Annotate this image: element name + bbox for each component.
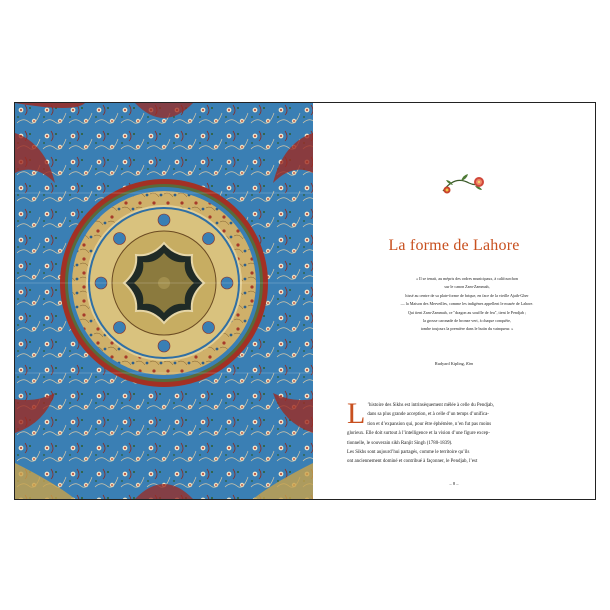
body-line: ’histoire des Sikhs est intrinsèquement mêlée à celle du Pendjab,	[367, 403, 494, 408]
epigraph-line: — la Maison des Merveilles, comme les indigènes appellent le musée de Lahore.	[400, 301, 534, 307]
epigraph-line: « Il se tenait, au mépris des ordres municipaux, à califourchon	[416, 276, 518, 281]
body-line: Les Sikhs sont aujourd’hui partagés, comme le territoire qu’ils	[347, 450, 470, 456]
epigraph-line: hissé au centre de sa plate-forme de brique, en face de la vieille Ajaib-Gher	[405, 292, 529, 298]
drop-cap: L	[347, 397, 366, 430]
epigraph-line: tombe toujours la première dans le butin du vainqueur. »	[420, 326, 514, 332]
body-text	[347, 397, 571, 467]
right-page	[313, 103, 595, 499]
body-line: ont anciennement dominé et contribué à façonner, le Pendjab, l’est	[347, 459, 478, 465]
floral-ornament-icon	[439, 171, 487, 197]
epigraph-line: la grosse caronade de bronze vert, à chaque conquête,	[423, 318, 511, 324]
page-number: – 8 –	[449, 481, 459, 486]
epigraph-line: Qui tient Zam-Zammah, ce "dragon au souffle de feu", tient le Pendjab ;	[407, 309, 527, 315]
epigraph	[351, 275, 583, 334]
book-spread	[14, 102, 596, 500]
body-line: dans sa plus grande acception, et à celle d’un temps d’unifica-	[367, 412, 489, 418]
chapter-title: La forme de Lahore	[388, 237, 520, 254]
body-line: tion et d’expansion qui, pour être éphémère, n’en fut pas moins	[367, 421, 492, 427]
epigraph-line: sur le canon Zam-Zammah,	[444, 284, 490, 290]
body-line: tionnelle, le souverain sikh Ranjit Singh (1780-1839).	[347, 440, 453, 446]
body-line: glorieux. Elle doit surtout à l’intelligence et la vision d’une figure excep-	[347, 431, 490, 437]
author-name: Rudyard Kipling,	[434, 361, 465, 366]
author-work: Kim	[465, 361, 474, 366]
epigraph-author	[313, 361, 595, 366]
tile-mosaic-artwork	[15, 103, 313, 499]
